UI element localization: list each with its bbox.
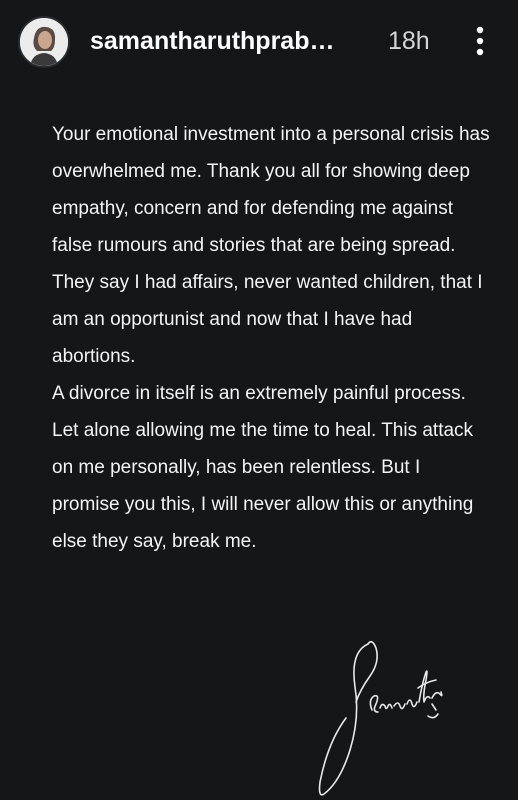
avatar[interactable] <box>18 16 70 68</box>
post-paragraph-1: Your emotional investment into a personal crisis has overwhelmed me. Thank you all for showing deep empathy, concern and for defending me against false rumours and stories that are being spread. They say I had affairs, never wanted children, that I am an opportunist and now that I have had abortions. <box>52 124 490 367</box>
profile-photo-icon <box>20 18 68 66</box>
username[interactable]: samantharuthprab… <box>90 27 335 55</box>
handwritten-signature <box>310 632 460 800</box>
post-text <box>52 116 492 560</box>
post-time: 18h <box>388 27 430 55</box>
more-options-button[interactable] <box>466 22 494 60</box>
vertical-ellipsis-icon <box>466 22 494 60</box>
post-paragraph-2: A divorce in itself is an extremely painful process. Let alone allowing me the time to heal. This attack on me personally, has been relentless. But I promise you this, I will never allow this or anything else they say, break me. <box>52 383 474 552</box>
story-header <box>0 0 518 84</box>
